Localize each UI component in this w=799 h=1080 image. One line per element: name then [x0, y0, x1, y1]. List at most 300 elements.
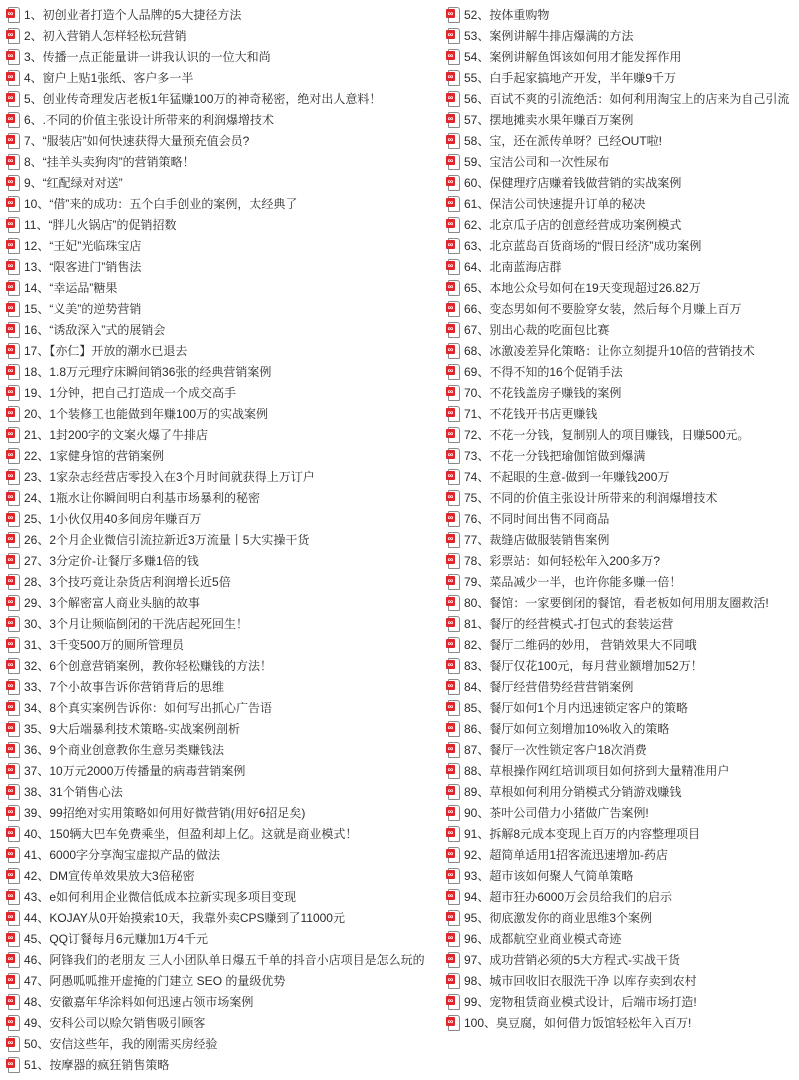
file-item[interactable]: [6, 277, 425, 298]
pdf-file-icon: ∞: [446, 994, 459, 1009]
pdf-file-icon: ∞: [446, 784, 459, 799]
file-item[interactable]: [6, 466, 425, 487]
pdf-file-icon: ∞: [6, 385, 19, 400]
file-name: 31、3千变500万的厕所管理员: [24, 638, 185, 652]
file-name: 4、窗户上贴1张纸、客户多一半: [24, 71, 194, 85]
pdf-file-icon: ∞: [446, 595, 459, 610]
file-name: 71、不花钱开书店更赚钱: [464, 407, 598, 421]
pdf-file-icon: ∞: [446, 931, 459, 946]
file-name: 3、传播一点正能量讲一讲我认识的一位大和尚: [24, 50, 271, 64]
pdf-file-icon: ∞: [446, 7, 459, 22]
pdf-file-icon: ∞: [6, 322, 19, 337]
pdf-file-icon: ∞: [446, 448, 459, 463]
pdf-file-icon: ∞: [6, 658, 19, 673]
pdf-file-icon: ∞: [446, 574, 459, 589]
pdf-file-icon: ∞: [6, 847, 19, 862]
file-list-left-column: [6, 4, 425, 1075]
pdf-file-icon: ∞: [6, 511, 19, 526]
pdf-file-icon: ∞: [446, 343, 459, 358]
pdf-file-icon: ∞: [6, 637, 19, 652]
file-item[interactable]: [446, 718, 789, 739]
pdf-file-icon: ∞: [6, 301, 19, 316]
file-item[interactable]: [6, 928, 425, 949]
file-name: 59、宝洁公司和一次性尿布: [464, 155, 610, 169]
file-name: 90、茶叶公司借力小猪做广告案例!: [464, 806, 649, 820]
pdf-file-icon: ∞: [6, 70, 19, 85]
file-item[interactable]: [6, 718, 425, 739]
pdf-file-icon: ∞: [6, 952, 19, 967]
pdf-file-icon: ∞: [446, 427, 459, 442]
pdf-file-icon: ∞: [6, 28, 19, 43]
file-name: 9、“红配绿对对送”: [24, 176, 123, 190]
file-item[interactable]: [446, 613, 789, 634]
file-name: 47、阿愚呱呱推开虚掩的门建立 SEO 的量级优势: [24, 974, 286, 988]
file-item[interactable]: [6, 424, 425, 445]
file-name: 81、餐厅的经营模式-打包式的套装运营: [464, 617, 674, 631]
file-name: 1、初创业者打造个人品牌的5大捷径方法: [24, 8, 242, 22]
file-name: 40、150辆大巴车免费乘坐，但盈利却上亿。这就是商业模式！: [24, 827, 358, 841]
file-item[interactable]: [446, 802, 789, 823]
file-item[interactable]: [446, 676, 789, 697]
file-name: 37、10万元2000万传播量的病毒营销案例: [24, 764, 246, 778]
file-item[interactable]: [446, 235, 789, 256]
file-item[interactable]: [6, 4, 425, 25]
file-item[interactable]: [6, 970, 425, 991]
pdf-file-icon: ∞: [446, 658, 459, 673]
file-item[interactable]: [446, 928, 789, 949]
pdf-file-icon: ∞: [446, 259, 459, 274]
file-name: 44、KOJAY从0开始摸索10天，我靠外卖CPS赚到了11000元: [24, 911, 345, 925]
file-name: 88、草根操作网红培训项目如何挤到大量精准用户: [464, 764, 730, 778]
file-item[interactable]: [446, 361, 789, 382]
file-item[interactable]: [6, 991, 425, 1012]
file-item[interactable]: [446, 571, 789, 592]
file-item[interactable]: [446, 88, 789, 109]
file-item[interactable]: [6, 508, 425, 529]
file-item[interactable]: [6, 781, 425, 802]
file-name: 17、【亦仁】开放的潮水已退去: [24, 344, 188, 358]
file-item[interactable]: [6, 235, 425, 256]
pdf-file-icon: ∞: [6, 973, 19, 988]
pdf-file-icon: ∞: [446, 511, 459, 526]
pdf-file-icon: ∞: [6, 238, 19, 253]
file-item[interactable]: [446, 172, 789, 193]
file-item[interactable]: [446, 949, 789, 970]
file-name: 22、1家健身馆的营销案例: [24, 449, 165, 463]
file-item[interactable]: [6, 319, 425, 340]
file-name: 93、超市该如何聚人气简单策略: [464, 869, 634, 883]
file-item[interactable]: [446, 193, 789, 214]
file-item[interactable]: [446, 991, 789, 1012]
pdf-file-icon: ∞: [446, 868, 459, 883]
pdf-file-icon: ∞: [6, 49, 19, 64]
file-name: 28、3个技巧竟让杂货店利润增长近5倍: [24, 575, 231, 589]
file-item[interactable]: [446, 508, 789, 529]
pdf-file-icon: ∞: [446, 742, 459, 757]
file-item[interactable]: [6, 193, 425, 214]
pdf-file-icon: ∞: [446, 763, 459, 778]
file-name: 35、9大后端暴利技术策略-实战案例剖析: [24, 722, 241, 736]
pdf-file-icon: ∞: [6, 595, 19, 610]
file-name: 68、冰激凌差异化策略：让你立刻提升10倍的营销技术: [464, 344, 755, 358]
file-name: 85、餐厅如何1个月内迅速锁定客户的策略: [464, 701, 689, 715]
pdf-file-icon: ∞: [446, 847, 459, 862]
file-item[interactable]: [6, 529, 425, 550]
file-name: 52、按体重购物: [464, 8, 550, 22]
pdf-file-icon: ∞: [446, 889, 459, 904]
file-item[interactable]: [446, 46, 789, 67]
pdf-file-icon: ∞: [6, 532, 19, 547]
pdf-file-icon: ∞: [446, 112, 459, 127]
file-name: 23、1家杂志经营店零投入在3个月时间就获得上万订户: [24, 470, 315, 484]
file-name: 16、“诱敌深入”式的展销会: [24, 323, 166, 337]
file-item[interactable]: [6, 550, 425, 571]
pdf-file-icon: ∞: [446, 1015, 459, 1030]
file-name: 87、餐厅一次性锁定客户18次消费: [464, 743, 647, 757]
file-item[interactable]: [6, 130, 425, 151]
pdf-file-icon: ∞: [446, 553, 459, 568]
file-name: 26、2个月企业微信引流拉新近3万流量丨5大实操干货: [24, 533, 310, 547]
file-name: 53、案例讲解牛排店爆满的方法: [464, 29, 634, 43]
pdf-file-icon: ∞: [6, 700, 19, 715]
file-item[interactable]: [6, 949, 425, 970]
file-name: 29、3个解密富人商业头脑的故事: [24, 596, 201, 610]
pdf-file-icon: ∞: [446, 175, 459, 190]
file-item[interactable]: [446, 865, 789, 886]
pdf-file-icon: ∞: [446, 70, 459, 85]
file-item[interactable]: [6, 151, 425, 172]
pdf-file-icon: ∞: [446, 679, 459, 694]
file-item[interactable]: [6, 823, 425, 844]
file-name: 30、3个月让频临倒闭的干洗店起死回生！: [24, 617, 249, 631]
file-name: 57、摆地摊卖水果年赚百万案例: [464, 113, 634, 127]
file-name: 33、7个小故事告诉你营销背后的思维: [24, 680, 225, 694]
file-name: 14、“幸运品”糖果: [24, 281, 118, 295]
file-list-right-column: [446, 4, 789, 1033]
file-name: 60、保健理疗店赚着钱做营销的实战案例: [464, 176, 682, 190]
pdf-file-icon: ∞: [6, 364, 19, 379]
file-item[interactable]: [6, 907, 425, 928]
pdf-file-icon: ∞: [446, 91, 459, 106]
file-item[interactable]: [446, 151, 789, 172]
file-item[interactable]: [6, 298, 425, 319]
file-name: 41、6000字分享淘宝虚拟产品的做法: [24, 848, 221, 862]
file-name: 86、餐厅如何立刻增加10%收入的策略: [464, 722, 670, 736]
pdf-file-icon: ∞: [6, 553, 19, 568]
pdf-file-icon: ∞: [6, 427, 19, 442]
pdf-file-icon: ∞: [6, 889, 19, 904]
file-name: 32、6个创意营销案例，教你轻松赚钱的方法！: [24, 659, 273, 673]
file-item[interactable]: [6, 697, 425, 718]
file-item[interactable]: [446, 214, 789, 235]
file-item[interactable]: [6, 403, 425, 424]
pdf-file-icon: ∞: [446, 280, 459, 295]
file-name: 100、臭豆腐，如何借力饭馆轻松年入百万!: [464, 1016, 692, 1030]
file-name: 10、“借”来的成功：五个白手创业的案例，太经典了: [24, 197, 298, 211]
pdf-file-icon: ∞: [446, 700, 459, 715]
file-name: 75、不同的价值主张设计所带来的利润爆增技术: [464, 491, 718, 505]
file-item[interactable]: [446, 382, 789, 403]
file-item[interactable]: [446, 277, 789, 298]
file-name: 74、不起眼的生意-做到一年赚钱200万: [464, 470, 670, 484]
file-name: 64、北南蓝海店群: [464, 260, 562, 274]
file-item[interactable]: [446, 445, 789, 466]
file-item[interactable]: [6, 1012, 425, 1033]
pdf-file-icon: ∞: [6, 763, 19, 778]
pdf-file-icon: ∞: [6, 679, 19, 694]
pdf-file-icon: ∞: [6, 742, 19, 757]
file-name: 50、安信这些年，我的刚需买房经验: [24, 1037, 218, 1051]
pdf-file-icon: ∞: [446, 217, 459, 232]
file-item[interactable]: [446, 655, 789, 676]
pdf-file-icon: ∞: [446, 721, 459, 736]
pdf-file-icon: ∞: [6, 154, 19, 169]
file-name: 55、白手起家搞地产开发，半年赚9千万: [464, 71, 677, 85]
file-name: 43、e如何利用企业微信低成本拉新实现多项目变现: [24, 890, 297, 904]
file-item[interactable]: [6, 487, 425, 508]
file-name: 83、餐厅仅花100元，每月营业额增加52万！: [464, 659, 703, 673]
pdf-file-icon: ∞: [446, 196, 459, 211]
file-name: 82、餐厅二维码的妙用， 营销效果大不同哦: [464, 638, 697, 652]
file-name: 56、百试不爽的引流绝活：如何利用淘宝上的店来为自己引流: [464, 92, 790, 106]
file-item[interactable]: [446, 592, 789, 613]
file-name: 80、餐馆：一家要倒闭的餐馆，看老板如何用朋友圈救活!: [464, 596, 769, 610]
file-item[interactable]: [6, 676, 425, 697]
file-name: 96、成都航空业商业模式奇迹: [464, 932, 622, 946]
pdf-file-icon: ∞: [446, 952, 459, 967]
file-item[interactable]: [446, 529, 789, 550]
file-item[interactable]: [446, 4, 789, 25]
file-name: 66、变态男如何不要脸穿女装，然后每个月赚上百万: [464, 302, 742, 316]
file-item[interactable]: [6, 886, 425, 907]
file-item[interactable]: [446, 1012, 789, 1033]
file-name: 89、草根如何利用分销模式分销游戏赚钱: [464, 785, 682, 799]
file-name: 97、成功营销必须的5大方程式-实战干货: [464, 953, 681, 967]
file-item[interactable]: [446, 130, 789, 151]
file-name: 13、“限客进门”销售法: [24, 260, 142, 274]
pdf-file-icon: ∞: [446, 532, 459, 547]
file-item[interactable]: [446, 67, 789, 88]
pdf-file-icon: ∞: [6, 112, 19, 127]
pdf-file-icon: ∞: [6, 1057, 19, 1072]
file-item[interactable]: [446, 781, 789, 802]
file-item[interactable]: [446, 739, 789, 760]
pdf-file-icon: ∞: [446, 826, 459, 841]
file-name: 25、1小伙仅用40多间房年赚百万: [24, 512, 202, 526]
file-name: 78、彩票站：如何轻松年入200多万?: [464, 554, 661, 568]
pdf-file-icon: ∞: [446, 910, 459, 925]
pdf-file-icon: ∞: [446, 385, 459, 400]
file-name: 45、QQ订餐每月6元赚加1万4千元: [24, 932, 209, 946]
file-name: 51、按摩器的疯狂销售策略: [24, 1058, 170, 1072]
pdf-file-icon: ∞: [446, 490, 459, 505]
file-item[interactable]: [6, 1054, 425, 1075]
file-name: 11、“胖儿火锅店”的促销招数: [24, 218, 177, 232]
pdf-file-icon: ∞: [446, 301, 459, 316]
file-item[interactable]: [6, 172, 425, 193]
file-item[interactable]: [446, 823, 789, 844]
pdf-file-icon: ∞: [6, 931, 19, 946]
file-name: 34、8个真实案例告诉你：如何写出抓心广告语: [24, 701, 273, 715]
file-name: 94、超市狂办6000万会员给我们的启示: [464, 890, 673, 904]
pdf-file-icon: ∞: [6, 721, 19, 736]
file-item[interactable]: [6, 592, 425, 613]
file-item[interactable]: [446, 319, 789, 340]
file-name: 63、北京蓝岛百货商场的“假日经济”成功案例: [464, 239, 702, 253]
file-item[interactable]: [6, 865, 425, 886]
pdf-file-icon: ∞: [6, 7, 19, 22]
file-item[interactable]: [6, 634, 425, 655]
file-item[interactable]: [6, 214, 425, 235]
file-item[interactable]: [6, 613, 425, 634]
file-name: 95、彻底激发你的商业思维3个案例: [464, 911, 653, 925]
file-item[interactable]: [446, 760, 789, 781]
file-item[interactable]: [6, 25, 425, 46]
file-item[interactable]: [6, 1033, 425, 1054]
file-name: 76、不同时间出售不同商品: [464, 512, 610, 526]
pdf-file-icon: ∞: [6, 994, 19, 1009]
file-name: 91、拆解8元成本变现上百万的内容整理项目: [464, 827, 701, 841]
file-name: 38、31个销售心法: [24, 785, 123, 799]
file-name: 18、1.8万元理疗床瞬间销36张的经典营销案例: [24, 365, 272, 379]
file-name: 49、安科公司以赊欠销售吸引顾客: [24, 1016, 206, 1030]
file-name: 79、菜品减少一半，也许你能多赚一倍！: [464, 575, 682, 589]
file-item[interactable]: [446, 844, 789, 865]
file-name: 92、超简单适用1招客流迅速增加-药店: [464, 848, 669, 862]
file-name: 21、1封200字的文案火爆了牛排店: [24, 428, 209, 442]
pdf-file-icon: ∞: [6, 196, 19, 211]
file-item[interactable]: [6, 256, 425, 277]
pdf-file-icon: ∞: [6, 616, 19, 631]
pdf-file-icon: ∞: [446, 805, 459, 820]
pdf-file-icon: ∞: [6, 826, 19, 841]
pdf-file-icon: ∞: [6, 1015, 19, 1030]
file-name: 42、DM宣传单效果放大3倍秘密: [24, 869, 195, 883]
pdf-file-icon: ∞: [446, 154, 459, 169]
file-name: 65、本地公众号如何在19天变现超过26.82万: [464, 281, 701, 295]
file-item[interactable]: [6, 361, 425, 382]
file-name: 62、北京瓜子店的创意经营成功案例模式: [464, 218, 682, 232]
pdf-file-icon: ∞: [446, 616, 459, 631]
pdf-file-icon: ∞: [446, 406, 459, 421]
pdf-file-icon: ∞: [6, 448, 19, 463]
file-item[interactable]: [446, 697, 789, 718]
pdf-file-icon: ∞: [446, 469, 459, 484]
file-name: 46、阿锋我们的老朋友 三人小团队单日爆五千单的抖音小店项目是怎么玩的: [24, 953, 425, 967]
pdf-file-icon: ∞: [6, 259, 19, 274]
file-name: 72、不花一分钱，复制别人的项目赚钱，日赚500元。: [464, 428, 750, 442]
file-item[interactable]: [6, 844, 425, 865]
pdf-file-icon: ∞: [6, 469, 19, 484]
pdf-file-icon: ∞: [6, 574, 19, 589]
file-name: 5、创业传奇理发店老板1年猛赚100万的神奇秘密，绝对出人意料！: [24, 92, 382, 106]
pdf-file-icon: ∞: [6, 1036, 19, 1051]
file-item[interactable]: [6, 802, 425, 823]
file-name: 2、初入营销人怎样轻松玩营销: [24, 29, 187, 43]
pdf-file-icon: ∞: [446, 49, 459, 64]
file-name: 19、1分钟，把自己打造成一个成交高手: [24, 386, 237, 400]
pdf-file-icon: ∞: [446, 973, 459, 988]
file-name: 15、“义美”的逆势营销: [24, 302, 142, 316]
file-item[interactable]: [446, 25, 789, 46]
file-name: 39、99招绝对实用策略如何用好微营销(用好6招足矣): [24, 806, 306, 820]
file-item[interactable]: [446, 340, 789, 361]
file-item[interactable]: [446, 886, 789, 907]
file-item[interactable]: [446, 907, 789, 928]
file-item[interactable]: [6, 571, 425, 592]
file-name: 54、案例讲解鱼饵该如何用才能发挥作用: [464, 50, 682, 64]
file-item[interactable]: [6, 46, 425, 67]
file-item[interactable]: [6, 739, 425, 760]
file-name: 36、9个商业创意教你生意另类赚钱法: [24, 743, 225, 757]
file-item[interactable]: [6, 67, 425, 88]
pdf-file-icon: ∞: [6, 133, 19, 148]
file-name: 67、别出心裁的吃面包比赛: [464, 323, 610, 337]
file-name: 77、裁缝店做服装销售案例: [464, 533, 610, 547]
pdf-file-icon: ∞: [446, 322, 459, 337]
pdf-file-icon: ∞: [446, 637, 459, 652]
pdf-file-icon: ∞: [6, 343, 19, 358]
file-item[interactable]: [446, 487, 789, 508]
file-item[interactable]: [446, 403, 789, 424]
file-name: 24、1瓶水让你瞬间明白利基市场暴利的秘密: [24, 491, 261, 505]
pdf-file-icon: ∞: [6, 805, 19, 820]
file-name: 99、宠物租赁商业模式设计，后端市场打造!: [464, 995, 697, 1009]
pdf-file-icon: ∞: [6, 280, 19, 295]
file-name: 58、宝，还在派传单呀？已经OUT啦!: [464, 134, 663, 148]
pdf-file-icon: ∞: [6, 406, 19, 421]
pdf-file-icon: ∞: [6, 910, 19, 925]
pdf-file-icon: ∞: [6, 784, 19, 799]
pdf-file-icon: ∞: [6, 175, 19, 190]
file-item[interactable]: [446, 109, 789, 130]
file-item[interactable]: [6, 109, 425, 130]
file-item[interactable]: [6, 340, 425, 361]
file-name: 7、“服装店”如何快速获得大量预充值会员?: [24, 134, 250, 148]
file-name: 27、3分定价-让餐厅多赚1倍的钱: [24, 554, 199, 568]
file-name: 12、“王妃”光临珠宝店: [24, 239, 142, 253]
pdf-file-icon: ∞: [6, 91, 19, 106]
file-item[interactable]: [6, 445, 425, 466]
file-name: 6、.不同的价值主张设计所带来的利润爆增技术: [24, 113, 275, 127]
file-name: 70、不花钱盖房子赚钱的案例: [464, 386, 622, 400]
file-item[interactable]: [6, 382, 425, 403]
file-item[interactable]: [446, 424, 789, 445]
file-name: 73、不花一分钱把瑜伽馆做到爆满: [464, 449, 646, 463]
pdf-file-icon: ∞: [446, 364, 459, 379]
file-item[interactable]: [446, 634, 789, 655]
pdf-file-icon: ∞: [6, 217, 19, 232]
file-name: 98、城市回收旧衣服洗干净 以库存卖到农村: [464, 974, 697, 988]
pdf-file-icon: ∞: [6, 868, 19, 883]
file-item[interactable]: [446, 550, 789, 571]
pdf-file-icon: ∞: [446, 28, 459, 43]
file-item[interactable]: [446, 466, 789, 487]
file-item[interactable]: [446, 256, 789, 277]
file-name: 84、餐厅经营借势经营营销案例: [464, 680, 634, 694]
file-name: 61、保洁公司快速提升订单的秘决: [464, 197, 646, 211]
pdf-file-icon: ∞: [446, 238, 459, 253]
file-item[interactable]: [6, 88, 425, 109]
pdf-file-icon: ∞: [6, 490, 19, 505]
file-name: 48、安徽嘉年华涂料如何迅速占领市场案例: [24, 995, 254, 1009]
file-name: 69、不得不知的16个促销手法: [464, 365, 623, 379]
file-item[interactable]: [446, 298, 789, 319]
file-item[interactable]: [6, 655, 425, 676]
file-item[interactable]: [6, 760, 425, 781]
file-item[interactable]: [446, 970, 789, 991]
file-name: 8、“挂羊头卖狗肉”的营销策略！: [24, 155, 195, 169]
